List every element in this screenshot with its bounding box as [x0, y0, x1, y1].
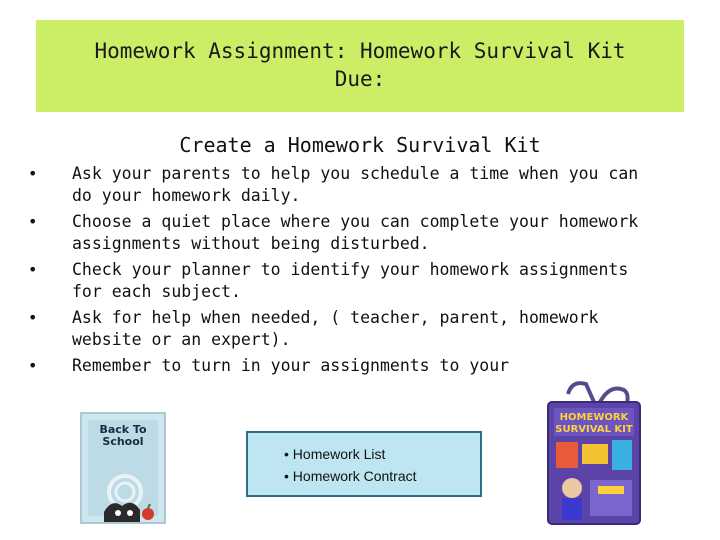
- bullet-icon: •: [28, 212, 38, 231]
- bullet-icon: •: [28, 356, 38, 375]
- list-item-line1: Ask for help when needed, ( teacher, parent, homework: [72, 308, 599, 327]
- list-item-line2: do your homework daily.: [72, 186, 301, 205]
- due-label: Due:: [334, 67, 386, 91]
- svg-text:HOMEWORK: HOMEWORK: [559, 412, 629, 423]
- list-item: [22, 307, 702, 351]
- instruction-list: [22, 163, 702, 381]
- homework-kit-box-icon: [538, 380, 650, 528]
- svg-text:SURVIVAL KIT: SURVIVAL KIT: [555, 424, 633, 435]
- title-banner: [36, 20, 684, 112]
- list-item: [22, 259, 702, 303]
- list-item-line1: Ask your parents to help you schedule a time when you can: [72, 164, 639, 183]
- list-item-line1: Choose a quiet place where you can complete your homework: [72, 212, 639, 231]
- list-item-line2: website or an expert).: [72, 330, 291, 349]
- poster-caption: Back To School: [99, 423, 147, 448]
- section-subtitle: Create a Homework Survival Kit: [179, 133, 541, 157]
- list-item-line1: Check your planner to identify your homework assignments: [72, 260, 629, 279]
- list-item: [22, 355, 702, 377]
- bullet-icon: •: [28, 164, 38, 183]
- list-item: [22, 211, 702, 255]
- list-item-line2: assignments without being disturbed.: [72, 234, 430, 253]
- kit-contents-box: [246, 431, 482, 497]
- bullet-icon: •: [28, 260, 38, 279]
- list-item-line2: for each subject.: [72, 282, 241, 301]
- kit-item-homework-list: • Homework List: [284, 446, 386, 462]
- back-to-school-poster-icon: [80, 412, 166, 524]
- list-item-line1: Remember to turn in your assignments to your: [72, 356, 510, 375]
- page-title: Homework Assignment: Homework Survival Kit: [94, 39, 626, 63]
- list-item: [22, 163, 702, 207]
- kit-item-homework-contract: • Homework Contract: [284, 468, 417, 484]
- bullet-icon: •: [28, 308, 38, 327]
